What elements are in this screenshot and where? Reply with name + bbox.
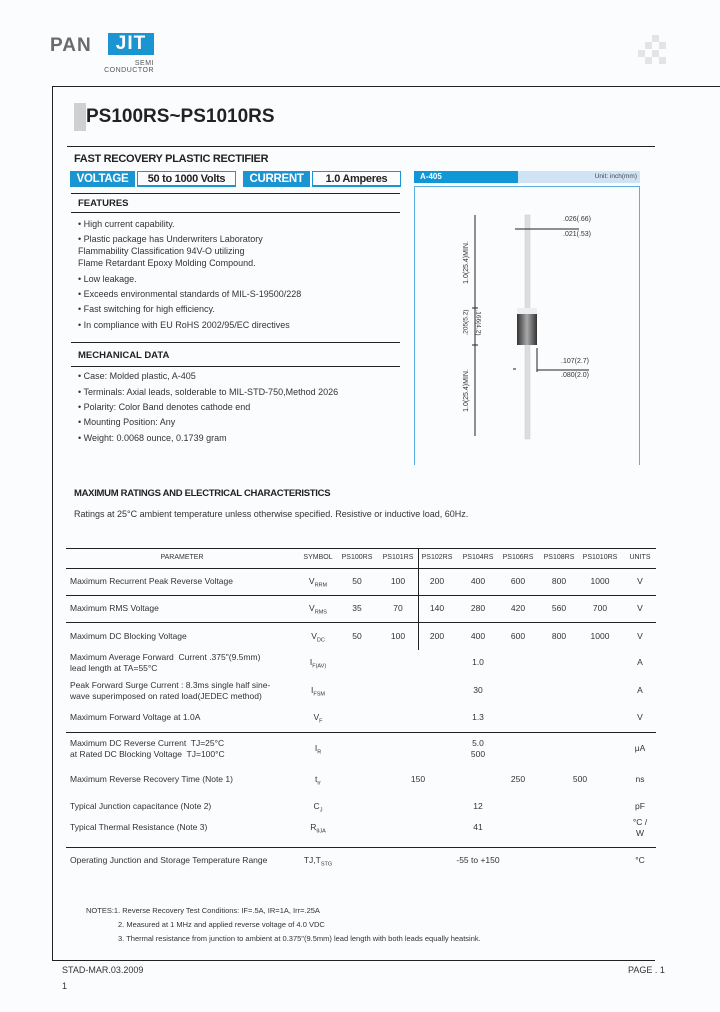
feature-item: • In compliance with EU RoHS 2002/95/EC directives	[78, 320, 290, 330]
table-unit: pF	[635, 801, 645, 811]
table-rule	[66, 732, 656, 733]
symbol-main: C	[313, 801, 320, 811]
table-value: 560	[551, 603, 567, 613]
symbol-subscript: STG	[320, 861, 333, 868]
symbol-main: TJ,T	[303, 855, 321, 865]
table-unit: °C / W	[632, 817, 648, 838]
current-value: 1.0 Amperes	[312, 171, 401, 187]
feature-item: • Plastic package has Underwriters Laboratory Flammability Classification 94V-O utilizing Flame Retardant Epoxy Molding Compound.	[78, 234, 263, 268]
package-diagram	[414, 186, 640, 465]
table-param: Maximum DC Blocking Voltage	[70, 631, 187, 641]
table-rule	[66, 595, 656, 596]
table-symbol	[311, 685, 325, 701]
table-value: 140	[429, 603, 445, 613]
table-value: 280	[470, 603, 486, 613]
symbol-main: V	[313, 712, 320, 722]
symbol-subscript: DC	[316, 637, 325, 644]
table-value: 1.0	[472, 657, 484, 667]
table-value: 1.3	[472, 712, 484, 722]
table-value: 800	[551, 576, 567, 586]
table-header: UNITS	[629, 554, 651, 561]
feature-item: • Low leakage.	[78, 274, 137, 284]
lead-dia-min: .021(.53)	[563, 231, 592, 238]
table-header: PS108RS	[543, 554, 575, 561]
table-value: 5.0 500	[470, 738, 486, 759]
table-value: 30	[473, 685, 483, 695]
divider	[71, 212, 400, 213]
table-rule	[66, 568, 656, 569]
body-dia-min: .080(2.0)	[561, 372, 590, 379]
table-unit: μA	[634, 743, 646, 753]
mechanical-item: • Terminals: Axial leads, solderable to MIL-STD-750,Method 2026	[78, 387, 339, 397]
symbol-subscript: RMS	[314, 609, 327, 616]
logo-semi: SEMI	[134, 60, 154, 67]
table-header: SYMBOL	[303, 554, 333, 561]
table-value: 100	[390, 631, 406, 641]
symbol-main: I	[314, 743, 318, 753]
feature-item: • High current capability.	[78, 219, 175, 229]
table-value: 420	[510, 603, 526, 613]
table-value: 150	[410, 774, 426, 784]
table-header: PS104RS	[462, 554, 494, 561]
table-param: Maximum RMS Voltage	[70, 603, 159, 613]
symbol-main: V	[308, 576, 315, 586]
table-unit: V	[637, 712, 643, 722]
table-value: 250	[510, 774, 526, 784]
symbol-main: I	[311, 685, 314, 695]
table-unit: °C	[635, 855, 645, 865]
table-value: 200	[429, 631, 445, 641]
table-param: Typical Thermal Resistance (Note 3)	[70, 822, 208, 832]
table-header: PS106RS	[502, 554, 534, 561]
ratings-heading: MAXIMUM RATINGS AND ELECTRICAL CHARACTERISTICS	[74, 488, 331, 499]
body-length-max: .205(5.2)	[462, 309, 470, 336]
table-symbol	[304, 855, 332, 871]
symbol-subscript: RRM	[314, 582, 328, 589]
table-symbol	[309, 603, 327, 619]
table-value: 50	[352, 576, 362, 586]
note-item: NOTES:1. Reverse Recovery Test Conditions: IF=.5A, IR=1A, Irr=.25A	[86, 906, 320, 915]
table-param: Peak Forward Surge Current : 8.3ms single half sine- wave superimposed on rated load(JEDEC method)	[70, 680, 271, 701]
note-item: 3. Thermal resistance from junction to ambient at 0.375"(9.5mm) lead length with both leads equally heatsink.	[118, 934, 481, 943]
symbol-subscript: rr	[317, 780, 322, 787]
table-symbol	[313, 712, 322, 728]
symbol-main: V	[309, 603, 315, 613]
note-item: 2. Measured at 1 MHz and applied reverse voltage of 4.0 VDC	[118, 920, 325, 929]
voltage-value: 50 to 1000 Volts	[137, 171, 236, 187]
column-divider	[418, 548, 419, 650]
table-value: 100	[390, 576, 406, 586]
table-param: Maximum Recurrent Peak Reverse Voltage	[70, 576, 233, 586]
logo-pan: PAN	[50, 35, 92, 56]
lead-length-top: 1.0(25.4)MIN.	[462, 241, 470, 284]
divider	[67, 146, 655, 147]
table-value: 1000	[590, 631, 610, 641]
table-unit: ns	[635, 774, 645, 784]
logo-conductor: CONDUCTOR	[104, 67, 154, 74]
symbol-main: R	[310, 822, 317, 832]
table-header: PARAMETER	[160, 554, 204, 561]
table-symbol	[310, 657, 326, 673]
table-value: 400	[470, 576, 486, 586]
table-symbol	[315, 774, 321, 790]
symbol-main: V	[311, 631, 317, 641]
table-unit: V	[637, 603, 643, 613]
table-header: PS101RS	[382, 554, 414, 561]
table-rule	[66, 847, 656, 848]
mechanical-heading: MECHANICAL DATA	[78, 350, 170, 361]
ratings-note: Ratings at 25°C ambient temperature unless otherwise specified. Resistive or inductive load, 60Hz.	[74, 509, 469, 519]
footer-divider	[52, 960, 655, 961]
feature-item: • Exceeds environmental standards of MIL-S-19500/228	[78, 289, 302, 299]
table-rule	[66, 548, 656, 549]
voltage-label: VOLTAGE	[70, 171, 135, 187]
table-header: PS102RS	[421, 554, 453, 561]
table-param: Maximum Reverse Recovery Time (Note 1)	[70, 774, 233, 784]
body-length-min: .166(4.2)	[474, 309, 482, 336]
table-param: Maximum DC Reverse Current TJ=25°C at Rated DC Blocking Voltage TJ=100°C	[70, 738, 225, 759]
table-value: 50	[352, 631, 362, 641]
table-param: Operating Junction and Storage Temperature Range	[70, 855, 268, 865]
table-value: 70	[393, 603, 403, 613]
table-unit: V	[637, 631, 643, 641]
table-symbol	[309, 576, 327, 592]
table-param: Maximum Average Forward Current .375"(9.5mm) lead length at TA=55°C	[70, 652, 261, 673]
table-value: 41	[473, 822, 483, 832]
table-value: 200	[429, 576, 445, 586]
subtitle: FAST RECOVERY PLASTIC RECTIFIER	[74, 153, 269, 165]
table-value: 700	[592, 603, 608, 613]
symbol-main: I	[309, 657, 313, 667]
features-heading: FEATURES	[78, 198, 129, 209]
table-value: 800	[551, 631, 567, 641]
package-unit: Unit: inch(mm)	[518, 171, 640, 183]
table-param: Typical Junction capacitance (Note 2)	[70, 801, 212, 811]
symbol-subscript: F(AV)	[312, 663, 327, 670]
table-unit: A	[637, 685, 643, 695]
divider	[71, 193, 400, 194]
mechanical-item: • Case: Molded plastic, A-405	[78, 371, 196, 381]
mechanical-item: • Weight: 0.0068 ounce, 0.1739 gram	[78, 433, 227, 443]
package-name: A-405	[414, 171, 518, 183]
doc-code: STAD-MAR.03.2009	[62, 965, 144, 975]
table-symbol	[315, 743, 321, 759]
current-label: CURRENT	[243, 171, 310, 187]
lead-dia-max: .026(.66)	[563, 216, 592, 223]
table-value: 600	[510, 631, 526, 641]
table-unit: V	[637, 576, 643, 586]
divider	[71, 342, 400, 343]
table-unit: A	[637, 657, 643, 667]
title-accent	[74, 103, 86, 131]
diode-outline-drawing	[415, 187, 641, 466]
page-number-small: 1	[62, 981, 68, 991]
symbol-subscript: R	[317, 749, 322, 756]
table-value: -55 to +150	[456, 855, 500, 865]
body-dia-max: .107(2.7)	[561, 358, 590, 365]
table-value: 500	[572, 774, 588, 784]
table-value: 35	[352, 603, 362, 613]
table-header: PS1010RS	[582, 554, 618, 561]
table-value: 1000	[590, 576, 610, 586]
page-title: PS100RS~PS1010RS	[86, 106, 275, 127]
feature-item: • Fast switching for high efficiency.	[78, 304, 215, 314]
table-value: 12	[473, 801, 483, 811]
table-symbol	[310, 822, 326, 838]
symbol-subscript: θJA	[316, 828, 326, 835]
logo-jit: JIT	[108, 33, 154, 55]
symbol-subscript: J	[319, 807, 323, 814]
symbol-subscript: FSM	[313, 691, 325, 698]
table-header: PS100RS	[341, 554, 373, 561]
mechanical-item: • Polarity: Color Band denotes cathode end	[78, 402, 251, 412]
table-symbol	[311, 631, 325, 647]
table-symbol	[314, 801, 323, 817]
page-label: PAGE . 1	[628, 965, 665, 975]
symbol-subscript: F	[319, 718, 323, 725]
table-value: 600	[510, 576, 526, 586]
table-rule	[66, 622, 656, 623]
table-value: 400	[470, 631, 486, 641]
lead-length-bottom: 1.0(25.4)MIN.	[462, 369, 470, 412]
divider	[71, 366, 400, 367]
symbol-main: t	[314, 774, 318, 784]
mechanical-item: • Mounting Position: Any	[78, 417, 176, 427]
table-param: Maximum Forward Voltage at 1.0A	[70, 712, 201, 722]
